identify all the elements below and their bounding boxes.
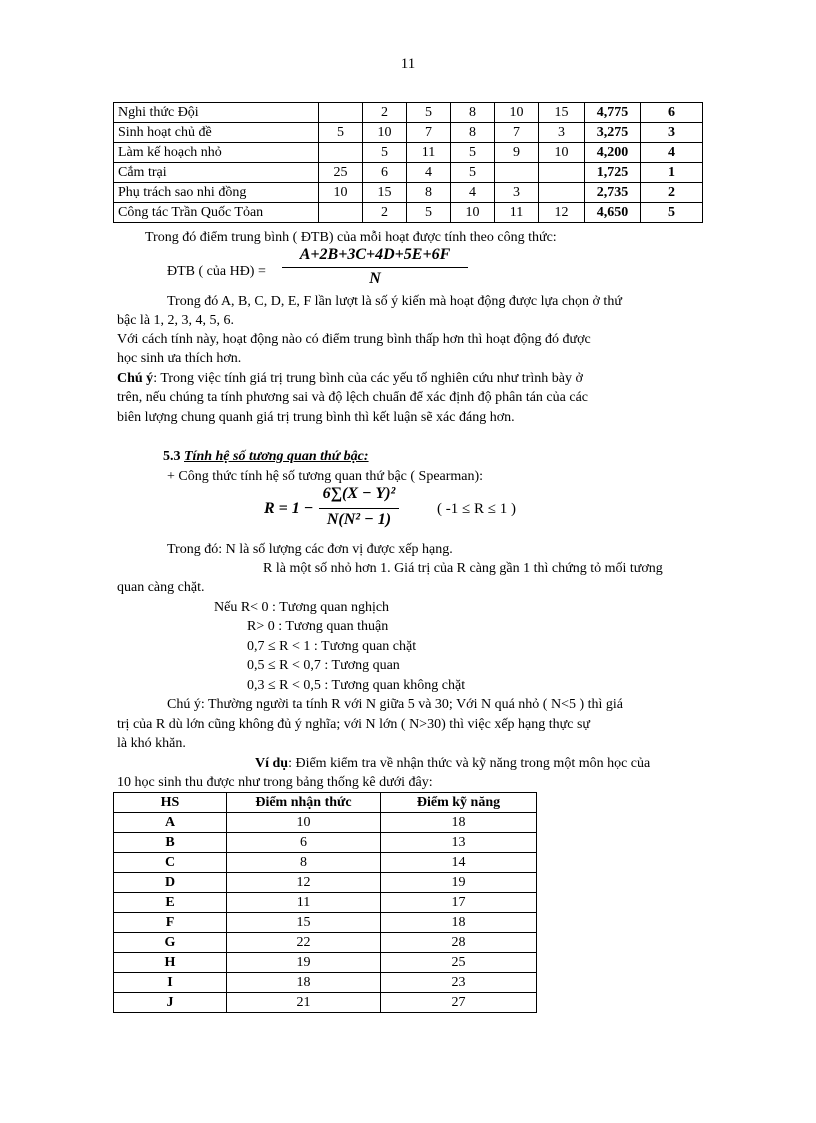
table-row xyxy=(114,873,537,893)
page-number: 11 xyxy=(400,56,416,72)
r-desc-line-1: R là một số nhỏ hơn 1. Giá trị của R càng gần 1 thì chứng tỏ mối tương xyxy=(263,561,663,576)
skill-score: 13 xyxy=(381,833,537,853)
choice-count: 8 xyxy=(451,123,495,143)
table-row xyxy=(114,103,703,123)
r-formula-lhs: R = 1 − xyxy=(264,500,314,517)
skill-score: 19 xyxy=(381,873,537,893)
condition-4: 0,5 ≤ R < 0,7 : Tương quan xyxy=(247,658,400,673)
choice-count: 9 xyxy=(495,143,539,163)
choice-count xyxy=(319,143,363,163)
choice-count: 12 xyxy=(539,203,585,223)
cognition-score: 11 xyxy=(227,893,381,913)
cognition-score: 22 xyxy=(227,933,381,953)
section-heading xyxy=(163,447,369,466)
condition-3: 0,7 ≤ R < 1 : Tương quan chặt xyxy=(247,639,417,654)
r-range: ( -1 ≤ R ≤ 1 ) xyxy=(437,501,516,517)
table-row xyxy=(114,893,537,913)
activity-name: Phụ trách sao nhi đồng xyxy=(114,183,319,203)
cognition-score: 18 xyxy=(227,973,381,993)
skill-score: 27 xyxy=(381,993,537,1013)
student-id: J xyxy=(114,993,227,1013)
where-n: Trong đó: N là số lượng các đơn vị được xếp hạng. xyxy=(167,542,453,557)
skill-score: 14 xyxy=(381,853,537,873)
dtb-value: 4,200 xyxy=(585,143,641,163)
activity-name: Nghi thức Đội xyxy=(114,103,319,123)
rank-value: 1 xyxy=(641,163,703,183)
score-table-header xyxy=(114,793,537,813)
table-row xyxy=(114,913,537,933)
choice-count: 5 xyxy=(407,203,451,223)
table-row xyxy=(114,933,537,953)
choice-count: 3 xyxy=(539,123,585,143)
header-ky-nang: Điểm kỹ năng xyxy=(381,793,537,813)
table-row xyxy=(114,993,537,1013)
choice-count: 7 xyxy=(407,123,451,143)
paragraph-1-line-2: bậc là 1, 2, 3, 4, 5, 6. xyxy=(117,313,235,328)
section-number: 5.3 xyxy=(163,449,181,464)
choice-count: 10 xyxy=(319,183,363,203)
choice-count: 15 xyxy=(363,183,407,203)
dtb-formula-lhs: ĐTB ( của HĐ) = xyxy=(167,264,266,279)
choice-count: 10 xyxy=(451,203,495,223)
r-formula-denominator: N(N² − 1) xyxy=(326,511,392,528)
choice-count xyxy=(539,183,585,203)
choice-count xyxy=(319,103,363,123)
activity-name: Sinh hoạt chủ đề xyxy=(114,123,319,143)
table-row xyxy=(114,123,703,143)
paragraph-2-line-2: học sinh ưa thích hơn. xyxy=(117,351,242,366)
student-id: A xyxy=(114,813,227,833)
skill-score: 17 xyxy=(381,893,537,913)
choice-count: 3 xyxy=(495,183,539,203)
choice-count: 7 xyxy=(495,123,539,143)
condition-2: R> 0 : Tương quan thuận xyxy=(247,619,389,634)
table-row xyxy=(114,853,537,873)
dtb-value: 1,725 xyxy=(585,163,641,183)
dtb-value: 3,275 xyxy=(585,123,641,143)
student-id: H xyxy=(114,953,227,973)
choice-count: 8 xyxy=(407,183,451,203)
choice-count: 25 xyxy=(319,163,363,183)
student-id: D xyxy=(114,873,227,893)
activity-name: Cắm trại xyxy=(114,163,319,183)
skill-score: 18 xyxy=(381,913,537,933)
choice-count: 10 xyxy=(495,103,539,123)
choice-count: 8 xyxy=(451,103,495,123)
choice-count: 15 xyxy=(539,103,585,123)
spearman-intro: + Công thức tính hệ số tương quan thứ bậc ( Spearman): xyxy=(167,469,484,484)
student-id: F xyxy=(114,913,227,933)
table-row xyxy=(114,183,703,203)
choice-count xyxy=(539,163,585,183)
student-id: C xyxy=(114,853,227,873)
student-id: B xyxy=(114,833,227,853)
r-desc-line-2: quan càng chặt. xyxy=(117,580,205,595)
condition-1: Nếu R< 0 : Tương quan nghịch xyxy=(214,600,390,615)
choice-count: 11 xyxy=(407,143,451,163)
example-line-1: Ví dụ: Điểm kiểm tra về nhận thức và kỹ năng trong một môn học của xyxy=(255,756,651,771)
choice-count: 5 xyxy=(319,123,363,143)
cognition-score: 8 xyxy=(227,853,381,873)
caution-line-1: Chú ý: Thường người ta tính R với N giữa 5 và 30; Với N quá nhỏ ( N<5 ) thì giá xyxy=(167,697,624,712)
condition-5: 0,3 ≤ R < 0,5 : Tương quan không chặt xyxy=(247,678,466,693)
rank-value: 3 xyxy=(641,123,703,143)
rank-value: 2 xyxy=(641,183,703,203)
paragraph-1-line-1: Trong đó A, B, C, D, E, F lần lượt là số ý kiến mà hoạt động được lựa chọn ở thứ xyxy=(167,294,622,309)
dtb-value: 2,735 xyxy=(585,183,641,203)
student-id: I xyxy=(114,973,227,993)
table-row xyxy=(114,203,703,223)
r-fraction-bar xyxy=(319,508,399,509)
table-row xyxy=(114,973,537,993)
skill-score: 23 xyxy=(381,973,537,993)
choice-count: 5 xyxy=(407,103,451,123)
choice-count: 2 xyxy=(363,203,407,223)
student-id: G xyxy=(114,933,227,953)
choice-count xyxy=(495,163,539,183)
table-row xyxy=(114,953,537,973)
table-row xyxy=(114,163,703,183)
choice-count: 10 xyxy=(539,143,585,163)
choice-count: 6 xyxy=(363,163,407,183)
table-row xyxy=(114,143,703,163)
caution-line-3: là khó khăn. xyxy=(117,736,186,751)
cognition-score: 15 xyxy=(227,913,381,933)
choice-count: 4 xyxy=(407,163,451,183)
choice-count xyxy=(319,203,363,223)
activity-name: Công tác Trần Quốc Tỏan xyxy=(114,203,319,223)
score-table xyxy=(113,792,537,1013)
rank-value: 4 xyxy=(641,143,703,163)
choice-count: 5 xyxy=(451,143,495,163)
note-line-3: biên lượng chung quanh giá trị trung bình thì kết luận sẽ xác đáng hơn. xyxy=(117,410,515,425)
dtb-intro: Trong đó điểm trung bình ( ĐTB) của mỗi hoạt được tính theo công thức: xyxy=(145,230,557,245)
cognition-score: 21 xyxy=(227,993,381,1013)
choice-count: 10 xyxy=(363,123,407,143)
choice-count: 2 xyxy=(363,103,407,123)
choice-count: 5 xyxy=(451,163,495,183)
dtb-value: 4,650 xyxy=(585,203,641,223)
example-label: Ví dụ xyxy=(255,756,289,771)
dtb-value: 4,775 xyxy=(585,103,641,123)
activity-ranking-table xyxy=(113,102,703,223)
choice-count: 5 xyxy=(363,143,407,163)
table-row xyxy=(114,833,537,853)
choice-count: 11 xyxy=(495,203,539,223)
skill-score: 28 xyxy=(381,933,537,953)
activity-name: Làm kế hoạch nhỏ xyxy=(114,143,319,163)
table-row xyxy=(114,813,537,833)
dtb-formula-numerator: A+2B+3C+4D+5E+6F xyxy=(299,246,451,263)
paragraph-2-line-1: Với cách tính này, hoạt động nào có điểm trung bình thấp hơn thì hoạt động đó được xyxy=(117,332,591,347)
dtb-formula-denominator: N xyxy=(369,270,381,287)
cognition-score: 10 xyxy=(227,813,381,833)
rank-value: 5 xyxy=(641,203,703,223)
cognition-score: 19 xyxy=(227,953,381,973)
section-title: Tính hệ số tương quan thứ bậc: xyxy=(184,449,369,464)
student-id: E xyxy=(114,893,227,913)
header-hs: HS xyxy=(114,793,227,813)
note-label: Chú ý xyxy=(117,371,154,386)
rank-value: 6 xyxy=(641,103,703,123)
dtb-fraction-bar xyxy=(282,267,468,268)
choice-count: 4 xyxy=(451,183,495,203)
r-formula-numerator: 6∑(X − Y)² xyxy=(322,485,396,502)
skill-score: 25 xyxy=(381,953,537,973)
note-line-1: Chú ý: Trong việc tính giá trị trung bình của các yếu tố nghiên cứu như trình bày ở xyxy=(117,371,583,386)
caution-line-2: trị của R dù lớn cũng không đủ ý nghĩa; với N lớn ( N>30) thì việc xếp hạng thực sự xyxy=(117,717,590,732)
skill-score: 18 xyxy=(381,813,537,833)
cognition-score: 12 xyxy=(227,873,381,893)
cognition-score: 6 xyxy=(227,833,381,853)
header-nhan-thuc: Điểm nhận thức xyxy=(227,793,381,813)
note-line-2: trên, nếu chúng ta tính phương sai và độ lệch chuẩn để xác định độ phân tán của các xyxy=(117,390,588,405)
example-line-2: 10 học sinh thu được như trong bảng thống kê dưới đây: xyxy=(117,775,433,790)
